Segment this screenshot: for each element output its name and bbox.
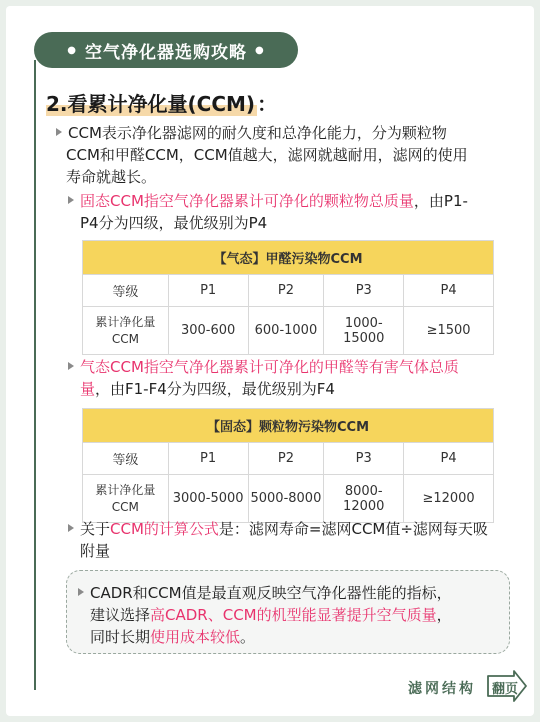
table-cell: 600-1000: [248, 307, 324, 355]
triangle-bullet-icon: [56, 128, 62, 136]
triangle-bullet-icon: [68, 524, 74, 532]
table-cell: 8000-12000: [324, 475, 404, 523]
solid-ccm-table: [82, 408, 494, 523]
formula-rest: 是：滤网寿命=滤网CCM值÷滤网每天吸: [218, 520, 488, 538]
solid-ccm-note: [68, 190, 518, 234]
tip-line-2-highlight: 高CADR、CCM的机型能显著提升空气质量: [150, 606, 437, 624]
table-cell: 300-600: [168, 307, 248, 355]
table-title: 【固态】颗粒物污染物CCM: [83, 409, 494, 443]
timeline-line: [34, 60, 36, 690]
footer-topic: 滤网结构: [408, 681, 476, 697]
table-header-cell: P3: [324, 443, 404, 475]
next-page-button[interactable]: 翻页: [491, 682, 518, 697]
header-pill: [34, 32, 298, 68]
table-header-cell: P1: [168, 275, 248, 307]
table-header-cell: P2: [248, 275, 324, 307]
formula-highlight: CCM的计算公式: [110, 520, 219, 538]
solid-note-line-2: P4分为四级，最优级别为P4: [80, 214, 268, 232]
table-header-cell: 等级: [83, 443, 169, 475]
table-header-cell: P4: [404, 443, 494, 475]
intro-paragraph: [56, 122, 516, 188]
tip-text: [78, 582, 502, 648]
formula-line-2: 附量: [80, 542, 111, 560]
table-header-cell: P1: [168, 443, 248, 475]
tip-line-3-highlight: 使用成本较低: [150, 628, 241, 646]
table-cell: ≥1500: [404, 307, 494, 355]
bullet-dot-icon: ●: [255, 44, 265, 56]
tip-line-2-suffix: ，: [436, 606, 452, 624]
header-title: 空气净化器选购攻略: [85, 42, 247, 63]
tip-line-2-prefix: 建议选择: [90, 606, 151, 624]
gas-ccm-table: [82, 240, 494, 355]
table-cell: ≥12000: [404, 475, 494, 523]
table-header-cell: P2: [248, 443, 324, 475]
section-title: [46, 88, 277, 117]
triangle-bullet-icon: [68, 196, 74, 204]
table-cell: 1000-15000: [324, 307, 404, 355]
solid-note-highlight: 固态CCM指空气净化器累计可净化的颗粒物总质量: [80, 192, 414, 210]
triangle-bullet-icon: [78, 588, 84, 596]
solid-note-rest: ，由P1-: [413, 192, 468, 210]
table-cell: 3000-5000: [168, 475, 248, 523]
gas-note-highlight: 气态CCM指空气净化器累计可净化的甲醛等有害气体总质: [80, 358, 459, 376]
table-row-label: 累计净化量 CCM: [83, 475, 169, 523]
formula-prefix: 关于: [80, 520, 111, 538]
table-header-cell: 等级: [83, 275, 169, 307]
gas-note-highlight-2: 量: [80, 380, 96, 398]
tip-line-3-prefix: 同时长期: [90, 628, 151, 646]
tip-line-1: CADR和CCM值是最直观反映空气净化器性能的指标，: [90, 584, 452, 602]
section-title-colon: ：: [257, 92, 278, 116]
table-title: 【气态】甲醛污染物CCM: [83, 241, 494, 275]
intro-line-1: CCM表示净化器滤网的耐久度和总净化能力，分为颗粒物: [68, 124, 447, 142]
triangle-bullet-icon: [68, 362, 74, 370]
intro-line-2: CCM和甲醛CCM，CCM值越大，滤网就越耐用，滤网的使用: [66, 146, 468, 164]
gas-ccm-note: [68, 356, 518, 400]
table-header-cell: P3: [324, 275, 404, 307]
intro-line-3: 寿命就越长。: [66, 168, 157, 186]
tip-line-3-suffix: 。: [240, 628, 256, 646]
table-header-cell: P4: [404, 275, 494, 307]
formula-note: [68, 518, 518, 562]
section-title-main: 2.看累计净化量(CCM): [46, 92, 256, 116]
table-row-label: 累计净化量 CCM: [83, 307, 169, 355]
gas-note-rest: ，由F1-F4分为四级，最优级别为F4: [95, 380, 335, 398]
bullet-dot-icon: ●: [67, 44, 77, 56]
table-cell: 5000-8000: [248, 475, 324, 523]
